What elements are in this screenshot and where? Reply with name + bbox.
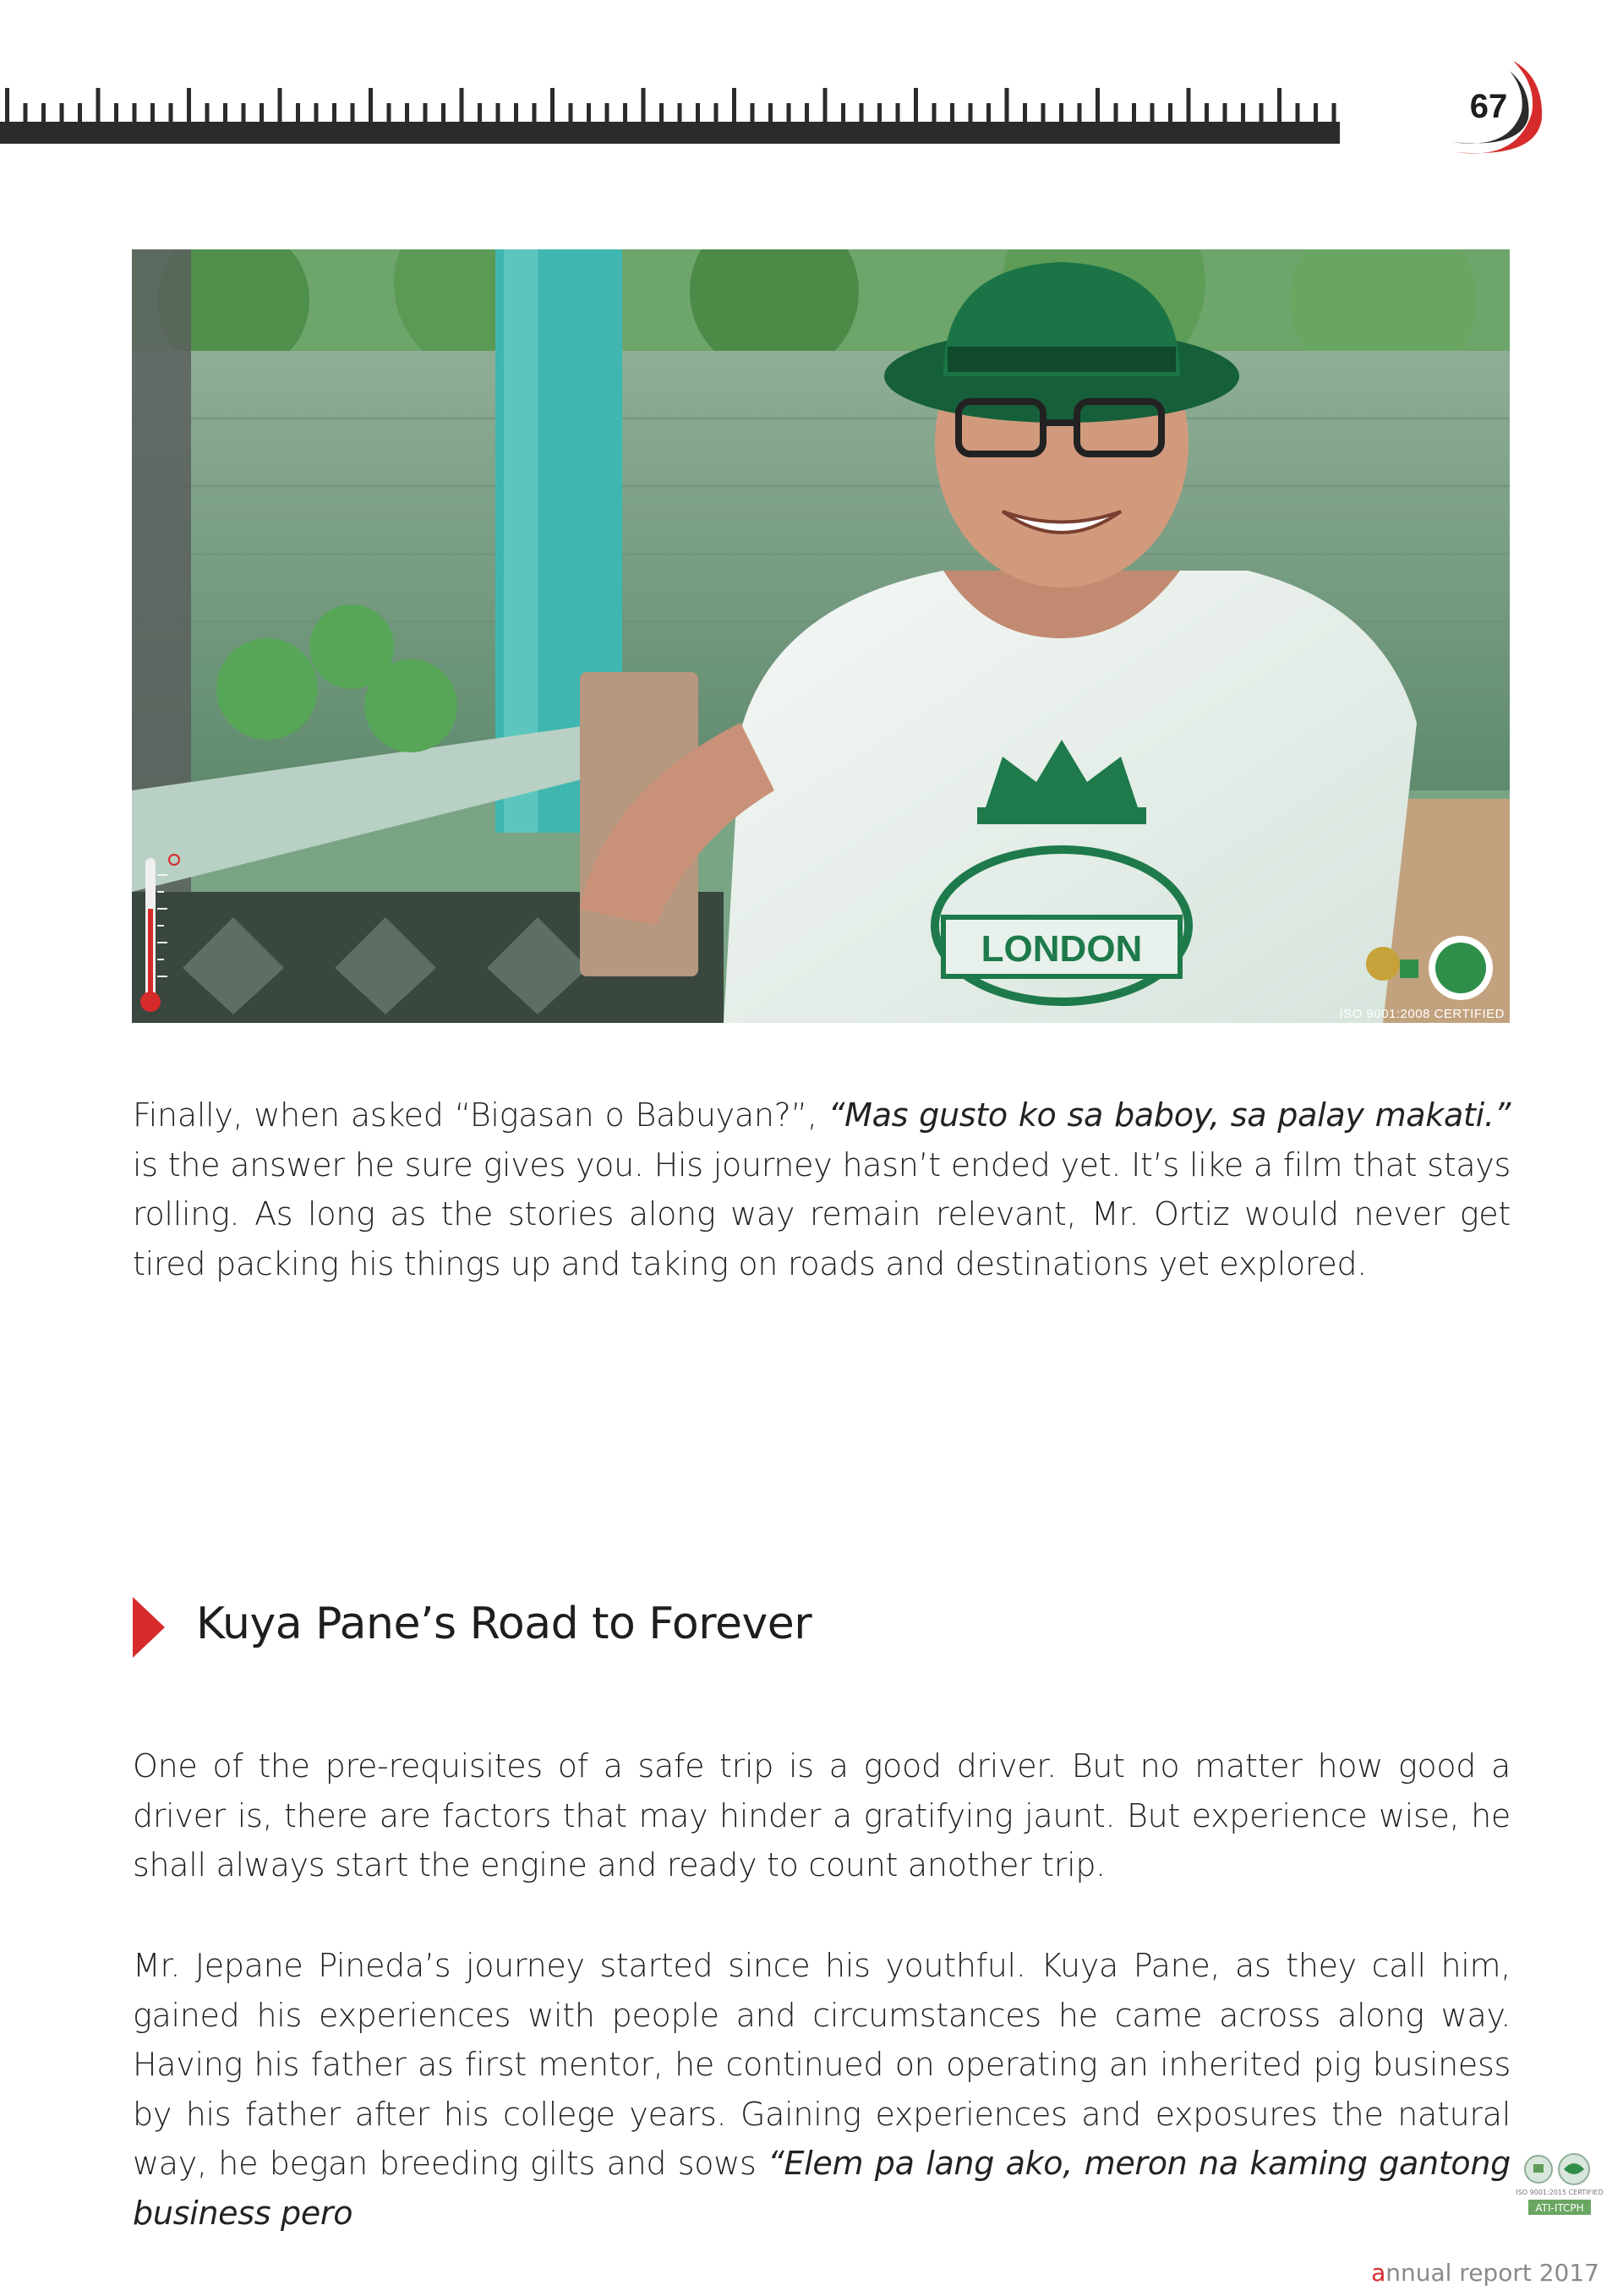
ruler-tick xyxy=(569,103,573,123)
ruler-tick xyxy=(1168,103,1172,123)
ruler-tick xyxy=(1332,103,1336,123)
ruler-tick xyxy=(405,103,409,123)
ruler-tick xyxy=(1314,103,1318,123)
footer-label-rest: nnual report 2017 xyxy=(1385,2259,1599,2287)
ruler-tick xyxy=(768,103,773,123)
paragraph-intro: One of the pre-requisites of a safe trip is a good driver. But no matter how good a driver is, there are factors that may hinder a gratifying jaunt. But experience wise, he shall always start the engine and ready to count another trip. xyxy=(133,1747,1511,1883)
ruler-tick xyxy=(496,103,500,123)
ruler-tick xyxy=(1059,103,1063,123)
ruler-bar xyxy=(0,122,1340,144)
photo-cert-text: ISO 9001:2008 CERTIFIED xyxy=(1339,1007,1505,1021)
ruler-tick xyxy=(678,103,682,123)
ruler-tick xyxy=(133,103,137,123)
ruler-tick xyxy=(278,88,282,123)
ruler-tick xyxy=(787,103,791,123)
ruler-tick xyxy=(714,103,719,123)
ruler-tick xyxy=(659,103,664,123)
heading-arrow-icon xyxy=(133,1597,165,1658)
ruler-tick xyxy=(623,103,627,123)
paragraph-quote: “Elem pa lang ako, meron na kaming gantong business pero xyxy=(133,2145,1511,2232)
ruler-tick xyxy=(1114,103,1118,123)
paragraph-closing xyxy=(133,1091,1511,1288)
page-number: 67 xyxy=(1469,88,1508,125)
ruler-tick xyxy=(751,103,755,123)
paragraph-quote: “Mas gusto ko sa baboy, sa palay makati.” xyxy=(828,1096,1511,1134)
ruler-tick xyxy=(896,103,900,123)
page-number-badge xyxy=(1437,52,1547,162)
ruler-tick xyxy=(478,103,482,123)
ruler-tick xyxy=(1223,103,1227,123)
ruler-tick xyxy=(1132,103,1136,123)
ruler-tick xyxy=(169,103,173,123)
ruler-tick xyxy=(805,103,809,123)
ruler-tick xyxy=(260,103,264,123)
ruler-tick xyxy=(932,103,937,123)
ruler-tick xyxy=(24,103,28,123)
ruler-tick xyxy=(1205,103,1209,123)
ruler-tick xyxy=(1150,103,1155,123)
footer-logo-icon xyxy=(1513,2152,1606,2225)
ruler-tick xyxy=(114,103,118,123)
ruler-tick xyxy=(205,103,210,123)
ruler-tick xyxy=(424,103,428,123)
footer-cert-text: ISO 9001:2015 CERTIFIED xyxy=(1516,2189,1604,2196)
ruler-tick xyxy=(732,88,736,123)
ruler-tick xyxy=(1005,88,1009,123)
ruler-tick xyxy=(1023,103,1027,123)
ruler-tick xyxy=(986,103,991,123)
ruler-tick xyxy=(369,88,373,123)
ruler-tick xyxy=(1260,103,1264,123)
ruler-tick xyxy=(60,103,64,123)
ruler-tick xyxy=(696,103,700,123)
portrait-photo xyxy=(132,249,1510,1023)
ruler-tick xyxy=(860,103,864,123)
paragraph-lead: Finally, when asked “Bigasan o Babuyan?”, xyxy=(133,1096,828,1134)
ruler-tick xyxy=(1277,88,1281,123)
paragraph-lead: Mr. Jepane Pineda’s journey started since his youthful. Kuya Pane, as they call him, gained his experiences with people and circumstances he came across along way. Having his father as first mentor, he continued on operating an inherited pig business by his father after his college years. Gaining experiences and exposures the natural way, he began breeding gilts and sows xyxy=(133,1947,1511,2182)
ruler-tick xyxy=(5,88,9,123)
paragraph-rest: is the answer he sure gives you. His journey hasn’t ended yet. It’s like a film that stays rolling. As long as the stories along way remain relevant, Mr. Ortiz would never get tired packing his things up and taking on roads and destinations yet explored. xyxy=(133,1145,1511,1282)
ruler-tick xyxy=(460,88,464,123)
ruler-tick xyxy=(605,103,609,123)
footer-org: ATI-ITCPH xyxy=(1535,2202,1584,2214)
ruler-tick xyxy=(1041,103,1046,123)
ruler-tick xyxy=(441,103,445,123)
ruler-tick xyxy=(1096,88,1100,123)
ruler-tick xyxy=(1296,103,1300,123)
ruler-tick xyxy=(296,103,300,123)
ruler-tick xyxy=(969,103,973,123)
ruler-tick xyxy=(514,103,518,123)
ruler-tick xyxy=(387,103,391,123)
footer-report-label xyxy=(1371,2259,1599,2287)
ruler-tick xyxy=(642,88,646,123)
footer-label-accent: a xyxy=(1371,2259,1386,2287)
header-ruler xyxy=(0,81,1340,149)
photo-illustration xyxy=(132,249,1510,1023)
ruler-tick xyxy=(78,103,82,123)
ruler-tick xyxy=(187,88,191,123)
ruler-tick xyxy=(550,88,555,123)
ruler-tick xyxy=(1078,103,1082,123)
ruler-tick xyxy=(150,103,155,123)
svg-text:LONDON: LONDON xyxy=(981,928,1143,970)
ruler-tick xyxy=(877,103,882,123)
ruler-tick xyxy=(823,88,828,123)
ruler-ticks xyxy=(0,81,1340,123)
ruler-tick xyxy=(242,103,246,123)
heading-title: Kuya Pane’s Road to Forever xyxy=(196,1599,812,1649)
ruler-tick xyxy=(351,103,355,123)
ruler-tick xyxy=(950,103,954,123)
ruler-tick xyxy=(533,103,537,123)
ruler-tick xyxy=(587,103,591,123)
ruler-tick xyxy=(96,88,101,123)
ruler-tick xyxy=(223,103,227,123)
paragraph-journey xyxy=(133,1941,1511,2238)
ruler-tick xyxy=(1187,88,1191,123)
ruler-tick xyxy=(841,103,845,123)
ruler-tick xyxy=(41,103,46,123)
ruler-tick xyxy=(914,88,918,123)
footer-logos xyxy=(1513,2152,1606,2225)
ruler-tick xyxy=(1241,103,1245,123)
ruler-tick xyxy=(314,103,319,123)
ruler-tick xyxy=(332,103,336,123)
